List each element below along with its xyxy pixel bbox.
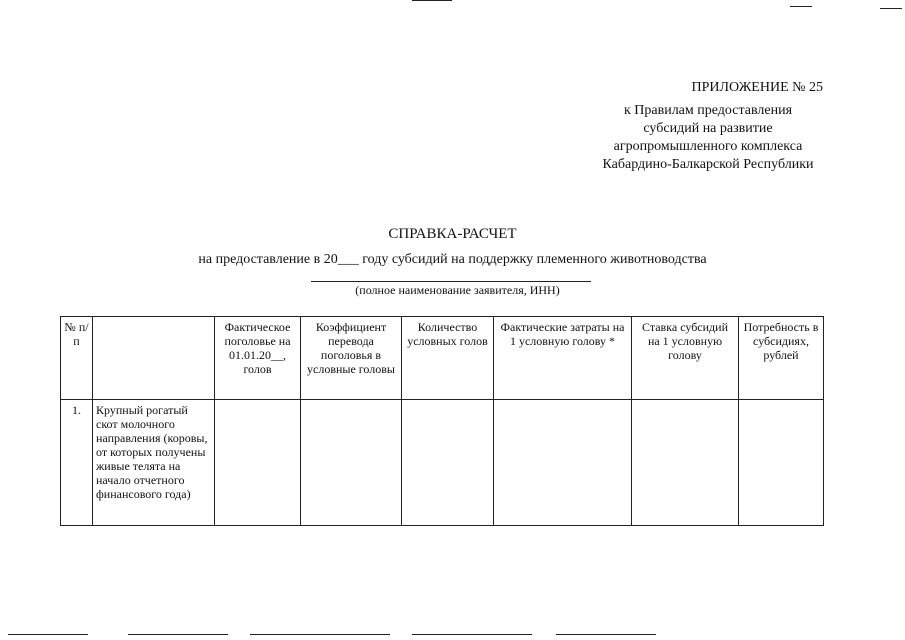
scan-artifact-top [412, 0, 452, 1]
document-title: СПРАВКА-РАСЧЕТ [388, 226, 517, 242]
appendix-rules-line: к Правилам предоставления [623, 103, 793, 118]
header-conversion-coefficient: Коэффициент перевода поголовья в условные головы [301, 317, 402, 400]
applicant-caption: (полное наименование заявителя, ИНН) [355, 283, 560, 297]
cell-actual-livestock[interactable] [215, 400, 301, 526]
row-number: 1. [61, 400, 93, 526]
scan-artifact-bottom [8, 634, 88, 635]
appendix-block [593, 80, 823, 174]
calculation-table [60, 316, 824, 526]
cell-actual-costs[interactable] [494, 400, 632, 526]
header-actual-costs: Фактические затраты на 1 условную голову * [494, 317, 632, 400]
cell-conventional-heads[interactable] [402, 400, 494, 526]
table-row [61, 400, 824, 526]
header-conventional-heads: Количество условных голов [402, 317, 494, 400]
applicant-name-field-line [311, 281, 591, 282]
cell-subsidy-rate[interactable] [632, 400, 739, 526]
appendix-rules-line: субсидий на развитие [643, 121, 773, 136]
header-category [93, 317, 215, 400]
table-header-row [61, 317, 824, 400]
scan-artifact-top [790, 6, 812, 7]
cell-subsidy-need[interactable] [739, 400, 824, 526]
appendix-number: ПРИЛОЖЕНИЕ № 25 [691, 80, 823, 95]
scan-artifact-bottom [412, 634, 532, 635]
scan-artifact-bottom [250, 634, 390, 635]
scan-artifact-bottom [128, 634, 228, 635]
row-category: Крупный рогатый скот молочного направления (коровы, от которых получены живые телята на начало отчетного финансового года) [93, 400, 215, 526]
appendix-rules-line: Кабардино-Балкарской Республики [602, 157, 814, 172]
header-subsidy-need: Потребность в субсидиях, рублей [739, 317, 824, 400]
appendix-rules-line: агропромышленного комплекса [613, 139, 803, 154]
header-subsidy-rate: Ставка субсидий на 1 условную голову [632, 317, 739, 400]
scan-artifact-bottom [556, 634, 656, 635]
cell-conversion-coefficient[interactable] [301, 400, 402, 526]
document-subtitle: на предоставление в 20___ году субсидий на поддержку племенного животноводства [198, 252, 707, 267]
scan-artifact-top [880, 8, 902, 9]
header-number: № п/п [61, 317, 93, 400]
header-actual-livestock: Фактическое поголовье на 01.01.20__, голов [215, 317, 301, 400]
appendix-rules [593, 102, 823, 174]
